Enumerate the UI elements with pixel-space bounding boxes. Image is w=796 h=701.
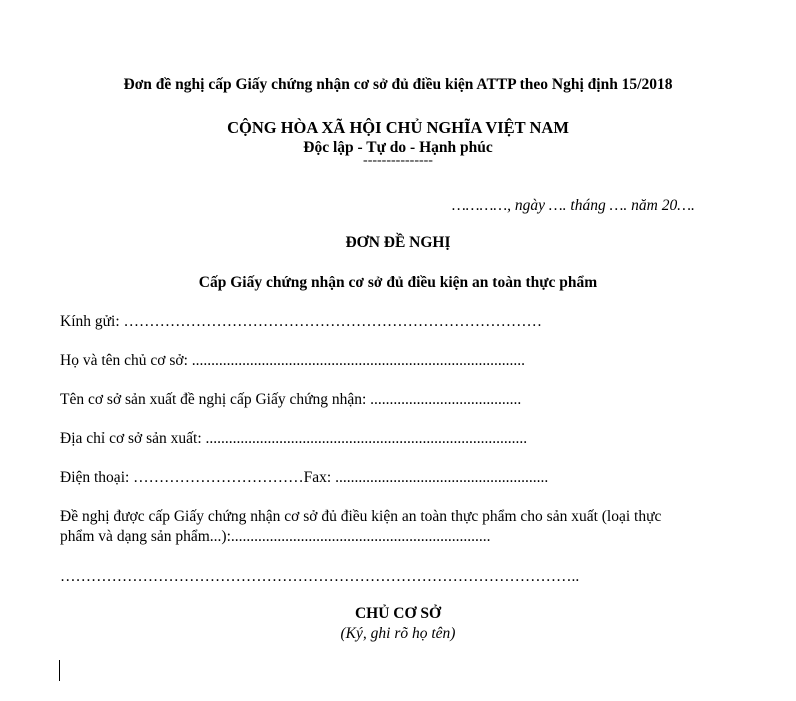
header-title: Đơn đề nghị cấp Giấy chứng nhận cơ sở đủ điều kiện ATTP theo Nghị định 15/2018 [123,76,673,93]
motto: Độc lập - Tự do - Hạnh phúc [303,139,493,156]
field-dotted-line: ……………………………………………………………………………………….. [60,568,580,585]
motto-rule: --------------- [363,153,433,168]
nation-heading: CỘNG HÒA XÃ HỘI CHỦ NGHĨA VIỆT NAM [227,118,569,137]
field-de-nghi-line1: Đề nghị được cấp Giấy chứng nhận cơ sở đủ điều kiện an toàn thực phẩm cho sản xuất (loại thực [60,508,662,525]
field-ten-co-so: Tên cơ sở sản xuất đề nghị cấp Giấy chứng nhận: ....................................... [60,391,522,408]
date-line: …………, ngày …. tháng …. năm 20…. [452,197,695,214]
field-de-nghi-line2: phẩm và dạng sản phẩm...):................................................................... [60,528,491,545]
text-cursor [59,660,60,681]
field-kinh-gui: Kính gửi: ……………………………………………………………………… [60,313,543,330]
field-dia-chi: Địa chỉ cơ sở sản xuất: ................................................................................... [60,430,528,447]
field-dien-thoai: Điện thoại: ……………………………Fax: ....................................................... [60,469,549,486]
form-title: ĐƠN ĐỀ NGHỊ [345,234,451,251]
signature-title: CHỦ CƠ SỞ [354,605,442,622]
field-ho-ten: Họ và tên chủ cơ sở: ...................................................................................... [60,352,525,369]
signature-note: (Ký, ghi rõ họ tên) [340,625,456,642]
form-subtitle: Cấp Giấy chứng nhận cơ sở đủ điều kiện an toàn thực phẩm [198,274,598,291]
